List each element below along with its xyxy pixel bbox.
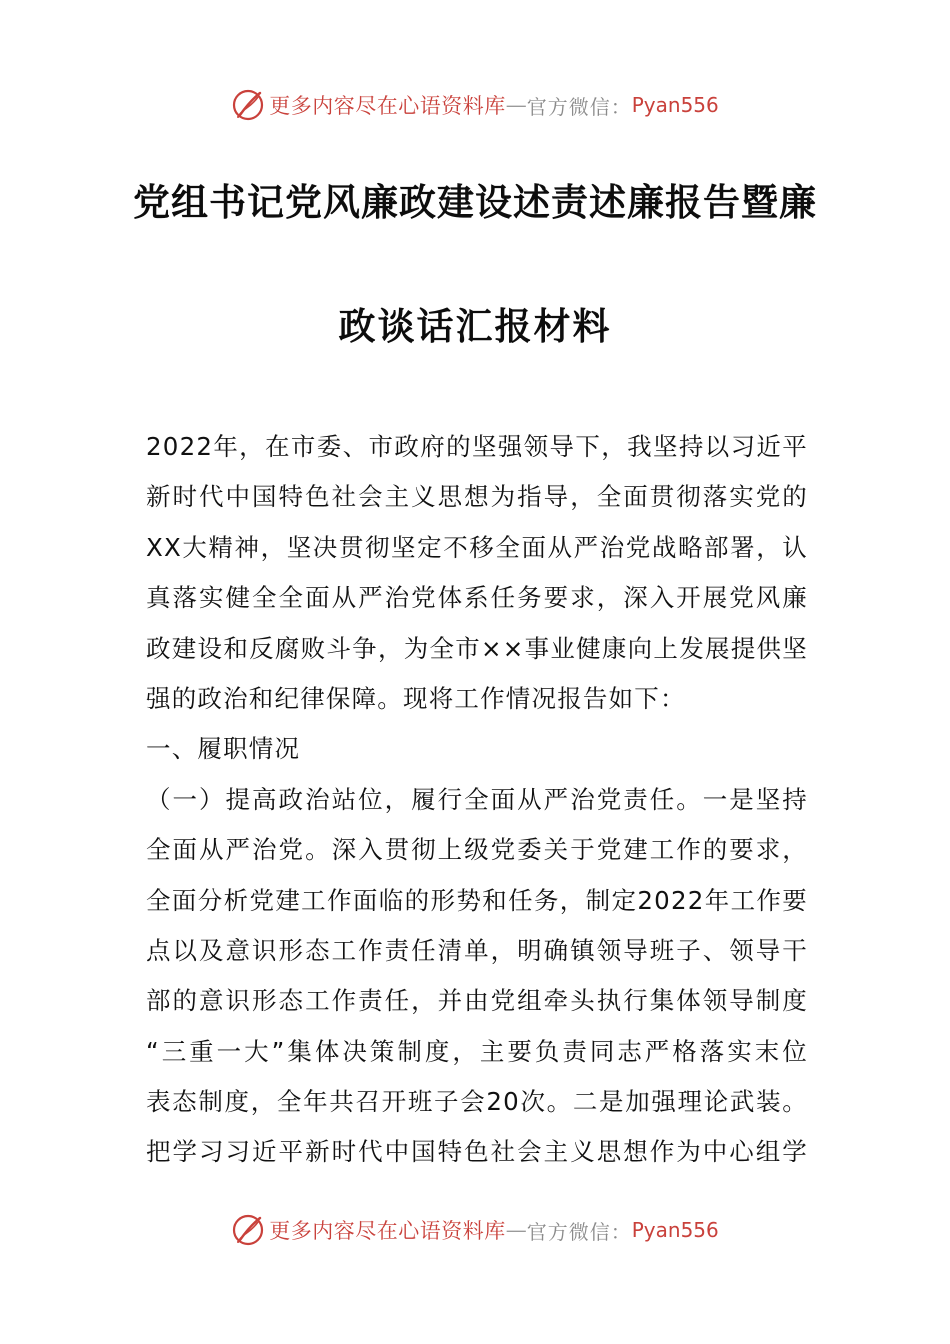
body-line: 表态制度，全年共召开班子会20次。二是加强理论武装。 <box>146 1087 808 1117</box>
watermark-label: 官方微信： <box>526 94 632 119</box>
watermark-wechat-id: Pyan556 <box>631 93 719 117</box>
watermark-label: 官方微信： <box>526 1219 632 1244</box>
body-line: 强的政治和纪律保障。现将工作情况报告如下： <box>146 683 686 713</box>
watermark-separator: — <box>505 1218 527 1242</box>
body-line: 政建设和反腐败斗争，为全市××事业健康向上发展提供坚 <box>146 633 808 663</box>
document-title-line-2: 政谈话汇报材料 <box>338 304 612 348</box>
body-line: 真落实健全全面从严治党体系任务要求，深入开展党风廉 <box>146 583 808 613</box>
body-line: 2022年，在市委、市政府的坚强领导下，我坚持以习近平 <box>146 432 808 461</box>
body-line: XX大精神，坚决贯彻坚定不移全面从严治党战略部署，认 <box>146 532 808 562</box>
body-line: 部的意识形态工作责任，并由党组牵头执行集体领导制度 <box>146 986 808 1016</box>
quill-logo-icon <box>231 1213 265 1247</box>
document-body <box>146 422 808 1178</box>
section-heading: 一、履职情况 <box>146 734 301 764</box>
watermark-text: 更多内容尽在心语资料库 <box>269 1219 506 1243</box>
body-line: 全面从严治党。深入贯彻上级党委关于党建工作的要求， <box>146 835 808 865</box>
watermark-text: 更多内容尽在心语资料库 <box>269 94 506 118</box>
body-line: （一）提高政治站位，履行全面从严治党责任。一是坚持 <box>146 784 808 814</box>
body-line: 全面分析党建工作面临的形势和任务，制定2022年工作要 <box>146 885 808 915</box>
body-line: 把学习习近平新时代中国特色社会主义思想作为中心组学 <box>146 1137 808 1167</box>
document-title-line-1: 党组书记党风廉政建设述责述廉报告暨廉 <box>133 180 817 224</box>
header-watermark <box>0 83 950 127</box>
quill-logo-icon <box>231 88 265 122</box>
watermark-wechat-id: Pyan556 <box>631 1218 719 1242</box>
body-line: “三重一大”集体决策制度，主要负责同志严格落实末位 <box>146 1036 808 1066</box>
watermark-separator: — <box>505 93 527 117</box>
body-line: 新时代中国特色社会主义思想为指导，全面贯彻落实党的 <box>146 482 808 512</box>
body-line: 点以及意识形态工作责任清单，明确镇领导班子、领导干 <box>146 935 808 965</box>
footer-watermark <box>0 1208 950 1252</box>
